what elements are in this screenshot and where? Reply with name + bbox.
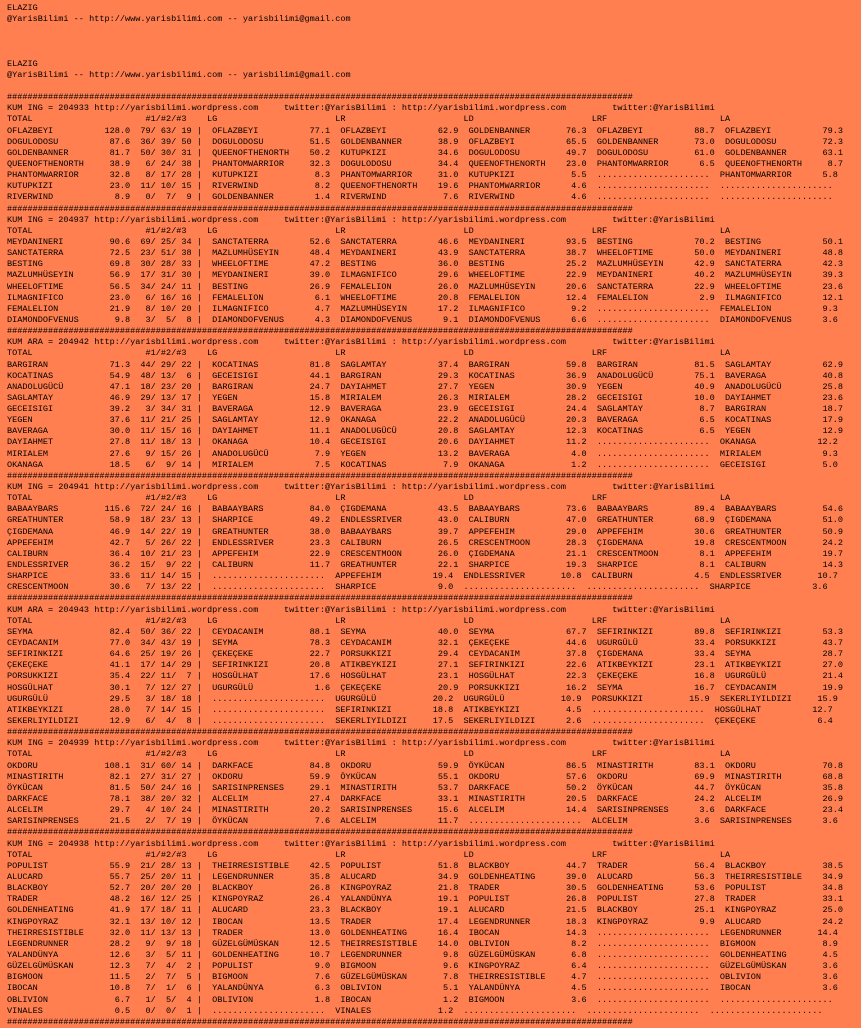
separator-line: ########################################################################################################################## (7, 727, 633, 738)
table-row: BLACKBOY 52.7 20/ 20/ 20 | BLACKBOY 26.8 KINGPOYRAZ 21.8 TRADER 30.5 GOLDENHEATING 53.6 POPULIST 34.8 (7, 883, 844, 894)
table-row: BABAAYBARS 115.6 72/ 24/ 16 | BABAAYBARS 84.0 ÇIGDEMANA 43.5 BABAAYBARS 73.6 BABAAYBARS 89.4 BABAAYBARS 54.6 (7, 504, 844, 515)
table-row: BIGMOON 11.5 2/ 7/ 5 | BIGMOON 7.6 GÜZELGÜMÜSKAN 7.8 THEIRRESISTIBLE 4.7 ...................... OBLIVION 3.6 (7, 972, 838, 983)
contact-line: @YarisBilimi -- http://www.yarisbilimi.com -- yarisbilimi@gmail.com (7, 14, 351, 25)
table-row: SHARPICE 33.6 11/ 14/ 15 | ...................... APPEFEHIM 19.4 ENDLESSRIVER 10.8 CALIBURN 4.5 ENDLESSRIVER 10.7 (7, 571, 838, 582)
table-row: PORSUKKIZI 35.4 22/ 11/ 7 | HOSGÜLHAT 17.6 HOSGÜLHAT 23.1 HOSGÜLHAT 22.3 ÇEKEÇEKE 16.8 UGURGÜLÜ 21.4 (7, 671, 844, 682)
table-row: ÖYKÜCAN 81.5 50/ 24/ 16 | SARISINPRENSES 29.1 MINASTIRITH 53.7 DARKFACE 50.2 ÖYKÜCAN 44.7 ÖYKÜCAN 35.8 (7, 782, 844, 793)
column-header-line: TOTAL #1/#2/#3 LG LR LD LRF LA (7, 225, 731, 236)
table-row: SAGLAMTAY 46.9 29/ 13/ 17 | YEGEN 15.8 MIRIALEM 26.3 MIRIALEM 28.2 GECEISIGI 10.0 DAYIAHMET 23.6 (7, 392, 844, 403)
race-report-document (7, 3, 843, 1028)
blank-line (7, 48, 843, 59)
table-row: DARKFACE 78.1 38/ 20/ 32 | ALCELIM 27.4 DARKFACE 33.1 MINASTIRITH 20.5 DARKFACE 24.2 ALCELIM 26.9 (7, 793, 844, 804)
table-row: BESTING 69.8 30/ 28/ 33 | WHEELOFTIME 47.2 BESTING 36.0 BESTING 25.2 MAZLUMHÜSEYIN 42.9 SANCTATERRA 42.3 (7, 259, 844, 270)
blank-line (7, 81, 843, 92)
table-row: DAYIAHMET 27.8 11/ 18/ 13 | OKANAGA 10.4 GECEISIGI 20.6 DAYIAHMET 11.2 ...................... OKANAGA 12.2 (7, 437, 838, 448)
table-row: PHANTOMWARRIOR 32.8 8/ 17/ 28 | KUTUPKIZI 8.3 PHANTOMWARRIOR 31.0 KUTUPKIZI 5.5 ...................... PHANTOMWARRIOR 5.8 (7, 170, 838, 181)
table-row: APPEFEHIM 42.7 5/ 26/ 22 | ENDLESSRIVER 23.3 CALIBURN 26.5 CRESCENTMOON 28.3 ÇIGDEMANA 19.8 CRESCENTMOON 24.2 (7, 537, 844, 548)
column-header-line: TOTAL #1/#2/#3 LG LR LD LRF LA (7, 749, 731, 760)
table-row: KUTUPKIZI 23.0 11/ 10/ 15 | RIVERWIND 8.2 QUEENOFTHENORTH 19.6 PHANTOMWARRIOR 4.6 ...................... ...................... (7, 181, 833, 192)
separator-line: ########################################################################################################################## (7, 326, 633, 337)
table-row: ALUCARD 55.7 25/ 20/ 11 | LEGENDRUNNER 35.8 ALUCARD 34.9 GOLDENHEATING 39.0 ALUCARD 56.3 THEIRRESISTIBLE 34.9 (7, 871, 844, 882)
table-row: ENDLESSRIVER 36.2 15/ 9/ 22 | CALIBURN 11.7 GREATHUNTER 22.1 SHARPICE 19.3 SHARPICE 8.1 CALIBURN 14.3 (7, 560, 844, 571)
table-row: ANADOLUGÜCÜ 47.1 18/ 23/ 20 | BARGIRAN 24.7 DAYIAHMET 27.7 YEGEN 30.9 YEGEN 40.9 ANADOLUGÜCÜ 25.8 (7, 381, 844, 392)
table-row: MINASTIRITH 82.1 27/ 31/ 27 | OKDORU 59.9 ÖYKÜCAN 55.1 OKDORU 57.6 OKDORU 69.9 MINASTIRITH 68.8 (7, 771, 844, 782)
race-title-line: KUM ING = 204941 http://yarisbilimi.wordpress.com twitter:@YarisBilimi : http://yarisbilimi.wordpress.com twitter:@YarisBilimi (7, 482, 715, 493)
table-row: BARGIRAN 71.3 44/ 29/ 22 | KOCATINAS 81.8 SAGLAMTAY 37.4 BARGIRAN 59.8 BARGIRAN 81.5 SAGLAMTAY 62.9 (7, 359, 844, 370)
table-row: BAVERAGA 30.0 11/ 15/ 16 | DAYIAHMET 11.1 ANADOLUGÜCÜ 20.8 SAGLAMTAY 12.3 KOCATINAS 6.5 YEGEN 12.9 (7, 426, 844, 437)
table-row: YALANDÜNYA 12.6 3/ 5/ 11 | GOLDENHEATING 10.7 LEGENDRUNNER 9.8 GÜZELGÜMÜSKAN 6.8 ...................... GOLDENHEATING 4.5 (7, 949, 838, 960)
table-row: UGURGÜLÜ 29.5 3/ 18/ 18 | ...................... UGURGÜLÜ 20.2 UGURGÜLÜ 10.9 PORSUKKIZI 15.9 SEKERLIYILDIZI 15.9 (7, 693, 838, 704)
table-row: MIRIALEM 27.6 9/ 15/ 26 | ANADOLUGÜCÜ 7.9 YEGEN 13.2 BAVERAGA 4.0 ...................... MIRIALEM 9.3 (7, 448, 838, 459)
column-header-line: TOTAL #1/#2/#3 LG LR LD LRF LA (7, 849, 731, 860)
column-header-line: TOTAL #1/#2/#3 LG LR LD LRF LA (7, 348, 731, 359)
column-header-line: TOTAL #1/#2/#3 LG LR LD LRF LA (7, 114, 731, 125)
table-row: WHEELOFTIME 56.5 34/ 24/ 11 | BESTING 26.9 FEMALELION 26.0 MAZLUMHÜSEYIN 20.6 SANCTATERRA 22.9 WHEELOFTIME 23.6 (7, 281, 844, 292)
column-header-line: TOTAL #1/#2/#3 LG LR LD LRF LA (7, 615, 731, 626)
table-row: OKDORU 108.1 31/ 60/ 14 | DARKFACE 84.8 OKDORU 59.9 ÖYKÜCAN 86.5 MINASTIRITH 83.1 OKDORU 70.8 (7, 760, 844, 771)
race-title-line: KUM ING = 204933 http://yarisbilimi.wordpress.com twitter:@YarisBilimi : http://yarisbilimi.wordpress.com twitter:@YarisBilimi (7, 103, 715, 114)
separator-line: ########################################################################################################################## (7, 203, 633, 214)
separator-line: ########################################################################################################################## (7, 827, 633, 838)
contact-line: @YarisBilimi -- http://www.yarisbilimi.com -- yarisbilimi@gmail.com (7, 69, 351, 80)
table-row: MEYDANINERI 90.6 69/ 25/ 34 | SANCTATERRA 52.6 SANCTATERRA 46.6 MEYDANINERI 93.5 BESTING 70.2 BESTING 50.1 (7, 236, 844, 247)
blank-line (7, 36, 843, 47)
city-title: ELAZIG (7, 3, 38, 13)
table-row: ATIKBEYKIZI 28.0 7/ 14/ 15 | ...................... SEFIRINKIZI 18.8 ATIKBEYKIZI 4.5 ...................... HOSGÜLHAT 12.7 (7, 704, 833, 715)
table-row: ALCELIM 29.7 4/ 10/ 24 | MINASTIRITH 20.2 SARISINPRENSES 15.6 ALCELIM 14.4 SARISINPRENSES 3.6 DARKFACE 23.4 (7, 805, 844, 816)
table-row: GREATHUNTER 58.9 18/ 23/ 13 | SHARPICE 49.2 ENDLESSRIVER 43.0 CALIBURN 47.0 GREATHUNTER 68.9 ÇIGDEMANA 51.0 (7, 515, 844, 526)
race-title-line: KUM ARA = 204942 http://yarisbilimi.wordpress.com twitter:@YarisBilimi : http://yarisbilimi.wordpress.com twitter:@YarisBilimi (7, 337, 715, 348)
table-row: CALIBURN 36.4 10/ 21/ 23 | APPEFEHIM 22.9 CRESCENTMOON 26.0 ÇIGDEMANA 21.1 CRESCENTMOON 8.1 APPEFEHIM 19.7 (7, 548, 844, 559)
table-row: SEKERLIYILDIZI 12.9 6/ 4/ 8 | ...................... SEKERLIYILDIZI 17.5 SEKERLIYILDIZI 2.6 ...................... ÇEKEÇEKE 6.4 (7, 716, 833, 726)
table-row: DOGULODOSU 87.6 36/ 39/ 50 | DOGULODOSU 51.5 GOLDENBANNER 38.9 OFLAZBEYI 65.5 GOLDENBANNER 73.0 DOGULODOSU 72.3 (7, 136, 844, 147)
table-row: FEMALELION 21.9 8/ 10/ 20 | ILMAGNIFICO 4.7 MAZLUMHÜSEYIN 17.2 ILMAGNIFICO 9.2 ...................... FEMALELION 9.3 (7, 303, 838, 314)
table-row: THEIRRESISTIBLE 32.0 11/ 13/ 13 | TRADER 13.0 GOLDENHEATING 16.4 IBOCAN 14.3 ...................... LEGENDRUNNER 14.4 (7, 927, 838, 938)
table-row: MAZLUMHÜSEYIN 56.9 17/ 31/ 30 | MEYDANINERI 39.0 ILMAGNIFICO 29.6 WHEELOFTIME 22.9 MEYDANINERI 40.2 MAZLUMHÜSEYIN 39.3 (7, 270, 844, 281)
table-row: GÜZELGÜMÜSKAN 12.3 7/ 4/ 2 | POPULIST 9.0 BIGMOON 9.6 KINGPOYRAZ 6.4 ...................... GÜZELGÜMÜSKAN 3.6 (7, 961, 838, 972)
table-row: GOLDENHEATING 41.9 17/ 18/ 11 | ALUCARD 23.3 BLACKBOY 19.1 ALUCARD 21.5 BLACKBOY 25.1 KINGPOYRAZ 25.0 (7, 905, 844, 916)
separator-line: ########################################################################################################################## (7, 470, 633, 481)
city-title: ELAZIG (7, 58, 38, 69)
race-title-line: KUM ING = 204939 http://yarisbilimi.wordpress.com twitter:@YarisBilimi : http://yarisbilimi.wordpress.com twitter:@YarisBilimi (7, 738, 715, 749)
column-header-line: TOTAL #1/#2/#3 LG LR LD LRF LA (7, 493, 731, 504)
blank-line (7, 25, 843, 36)
table-row: QUEENOFTHENORTH 38.9 6/ 24/ 38 | PHANTOMWARRIOR 32.3 DOGULODOSU 34.4 QUEENOFTHENORTH 23.0 PHANTOMWARRIOR 6.5 QUEENOFTHENORTH 8.7 (7, 158, 844, 169)
table-row: OBLIVION 6.7 1/ 5/ 4 | OBLIVION 1.8 IBOCAN 1.2 BIGMOON 3.6 ...................... ...................... (7, 994, 833, 1005)
race-title-line: KUM ING = 204938 http://yarisbilimi.wordpress.com twitter:@YarisBilimi : http://yarisbilimi.wordpress.com twitter:@YarisBilimi (7, 838, 715, 849)
table-row: GOLDENBANNER 81.7 50/ 30/ 31 | QUEENOFTHENORTH 50.2 KUTUPKIZI 34.6 DOGULODOSU 49.7 DOGULODOSU 61.0 GOLDENBANNER 63.1 (7, 147, 844, 158)
table-row: KOCATINAS 54.9 48/ 13/ 6 | GECEISIGI 44.1 BARGIRAN 29.3 KOCATINAS 36.9 ANADOLUGÜCÜ 75.1 BAVERAGA 40.8 (7, 370, 844, 381)
table-row: ÇIGDEMANA 46.9 14/ 22/ 19 | GREATHUNTER 38.0 BABAAYBARS 39.7 APPEFEHIM 29.0 APPEFEHIM 30.6 GREATHUNTER 50.9 (7, 526, 844, 537)
table-row: SARISINPRENSES 21.5 2/ 7/ 19 | ÖYKÜCAN 7.6 ALCELIM 11.7 ...................... ALCELIM 3.6 SARISINPRENSES 3.6 (7, 816, 838, 827)
table-row: DIAMONDOFVENUS 9.8 3/ 5/ 8 | DIAMONDOFVENUS 4.3 DIAMONDOFVENUS 9.1 DIAMONDOFVENUS 6.6 ...................... DIAMONDOFVENUS 3.6 (7, 314, 838, 325)
table-row: SEYMA 82.4 50/ 36/ 22 | CEYDACANIM 88.1 SEYMA 40.0 SEYMA 67.7 SEFIRINKIZI 89.8 SEFIRINKIZI 53.3 (7, 626, 844, 637)
separator-line: ########################################################################################################################## (7, 593, 633, 604)
table-row: RIVERWIND 8.9 0/ 7/ 9 | GOLDENBANNER 1.4 RIVERWIND 7.6 RIVERWIND 4.6 ...................... ...................... (7, 192, 833, 203)
table-row: ILMAGNIFICO 23.0 6/ 16/ 16 | FEMALELION 6.1 WHEELOFTIME 20.8 FEMALELION 12.4 FEMALELION 2.9 ILMAGNIFICO 12.1 (7, 292, 844, 303)
table-row: LEGENDRUNNER 28.2 9/ 9/ 18 | GÜZELGÜMÜSKAN 12.5 THEIRRESISTIBLE 14.0 OBLIVION 8.2 ...................... BIGMOON 8.9 (7, 938, 838, 949)
table-row: GECEISIGI 39.2 3/ 34/ 31 | BAVERAGA 12.9 BAVERAGA 23.9 GECEISIGI 24.4 SAGLAMTAY 8.7 BARGIRAN 18.7 (7, 404, 844, 415)
table-row: TRADER 48.2 16/ 12/ 25 | KINGPOYRAZ 26.4 YALANDÜNYA 19.1 POPULIST 26.8 POPULIST 27.8 TRADER 33.1 (7, 894, 844, 905)
table-row: SANCTATERRA 72.5 23/ 51/ 38 | MAZLUMHÜSEYIN 48.4 MEYDANINERI 43.9 SANCTATERRA 38.7 WHEELOFTIME 50.0 MEYDANINERI 48.8 (7, 248, 844, 259)
table-row: KINGPOYRAZ 32.1 13/ 10/ 12 | IBOCAN 13.5 TRADER 17.4 LEGENDRUNNER 18.3 KINGPOYRAZ 9.9 ALUCARD 24.2 (7, 916, 844, 927)
table-row: VINALES 0.5 0/ 0/ 1 | ...................... VINALES 1.2 ...................... ...................... ...................... (7, 1005, 823, 1016)
table-row: CRESCENTMOON 30.6 7/ 13/ 22 | ...................... SHARPICE 9.0 ...................... ...................... SHARPICE 3.6 (7, 582, 828, 593)
table-row: CEYDACANIM 77.0 34/ 43/ 19 | SEYMA 78.3 CEYDACANIM 32.1 ÇEKEÇEKE 44.6 UGURGÜLÜ 33.4 PORSUKKIZI 43.7 (7, 638, 844, 649)
table-row: HOSGÜLHAT 30.1 7/ 12/ 27 | UGURGÜLÜ 1.6 ÇEKEÇEKE 20.9 PORSUKKIZI 16.2 SEYMA 16.7 CEYDACANIM 19.9 (7, 682, 844, 693)
race-title-line: KUM ARA = 204943 http://yarisbilimi.wordpress.com twitter:@YarisBilimi : http://yarisbilimi.wordpress.com twitter:@YarisBilimi (7, 604, 715, 615)
table-row: YEGEN 37.6 11/ 21/ 25 | SAGLAMTAY 12.9 OKANAGA 22.2 ANADOLUGÜCÜ 20.3 BAVERAGA 6.5 KOCATINAS 17.9 (7, 415, 844, 426)
table-row: IBOCAN 10.8 7/ 1/ 6 | YALANDÜNYA 6.3 OBLIVION 5.1 YALANDÜNYA 4.5 ...................... IBOCAN 3.6 (7, 983, 838, 994)
separator-line: ########################################################################################################################## (7, 1016, 633, 1027)
table-row: OFLAZBEYI 128.0 79/ 63/ 19 | OFLAZBEYI 77.1 OFLAZBEYI 62.9 GOLDENBANNER 76.3 OFLAZBEYI 88.7 OFLAZBEYI 79.3 (7, 125, 844, 136)
table-row: OKANAGA 18.5 6/ 9/ 14 | MIRIALEM 7.5 KOCATINAS 7.9 OKANAGA 1.2 ...................... GECEISIGI 5.0 (7, 459, 838, 470)
race-title-line: KUM ING = 204937 http://yarisbilimi.wordpress.com twitter:@YarisBilimi : http://yarisbilimi.wordpress.com twitter:@YarisBilimi (7, 214, 715, 225)
separator-line: ########################################################################################################################## (7, 92, 633, 103)
table-row: POPULIST 55.9 21/ 28/ 13 | THEIRRESISTIBLE 42.5 POPULIST 51.8 BLACKBOY 44.7 TRADER 56.4 BLACKBOY 38.5 (7, 860, 844, 871)
table-row: ÇEKEÇEKE 41.1 17/ 14/ 29 | SEFIRINKIZI 20.8 ATIKBEYKIZI 27.1 SEFIRINKIZI 22.6 ATIKBEYKIZI 23.1 ATIKBEYKIZI 27.0 (7, 660, 844, 671)
table-row: SEFIRINKIZI 64.6 25/ 19/ 26 | ÇEKEÇEKE 22.7 PORSUKKIZI 29.4 CEYDACANIM 37.8 ÇIGDEMANA 33.4 SEYMA 28.7 (7, 649, 844, 660)
